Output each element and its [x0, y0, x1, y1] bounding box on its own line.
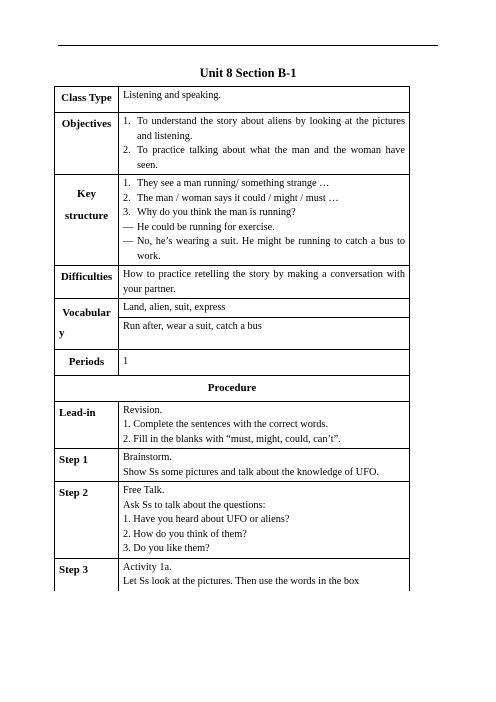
key-structure-label-line: Key [77, 188, 96, 200]
row-difficulties [55, 266, 410, 299]
structure-dash: — [123, 236, 134, 247]
objective-num: 1. [123, 116, 131, 127]
lead-in-label: Lead-in [55, 401, 119, 449]
objective-item [123, 115, 405, 144]
row-procedure-heading [55, 375, 410, 401]
row-step-2 [55, 482, 410, 559]
step-2-label: Step 2 [55, 482, 119, 559]
key-structure-value [119, 175, 410, 266]
structure-num: 1. [123, 178, 131, 189]
structure-num: 2. [123, 192, 131, 204]
periods-value: 1 [119, 349, 410, 375]
structure-text: Why do you think the man is running? [137, 207, 296, 218]
structure-num: 3. [123, 207, 131, 218]
vocabulary-label-line: Vocabular [62, 307, 111, 319]
structure-item [123, 235, 405, 264]
structure-dash: — [123, 221, 134, 233]
vocabulary-words: Land, alien, suit, express [119, 299, 410, 318]
lead-in-line: 2. Fill in the blanks with “must, might, could, can’t”. [123, 433, 341, 445]
row-step-3 [55, 558, 410, 591]
lead-in-line: 1. Complete the sentences with the correct words. [123, 419, 329, 430]
key-structure-label [55, 175, 119, 266]
step-2-line: Free Talk. [123, 485, 165, 496]
structure-item [123, 192, 405, 207]
vocabulary-label [55, 299, 119, 350]
structure-item [123, 206, 405, 221]
row-key-structure [55, 175, 410, 266]
structure-text: They see a man running/ something strange … [137, 178, 330, 189]
step-2-value [119, 482, 410, 559]
objectives-value [119, 113, 410, 175]
row-step-1 [55, 449, 410, 482]
step-2-line: Ask Ss to talk about the questions: [123, 499, 266, 511]
step-1-line: Show Ss some pictures and talk about the knowledge of UFO. [123, 466, 379, 478]
step-2-line: 2. How do you think of them? [123, 528, 247, 540]
step-3-label: Step 3 [55, 558, 119, 591]
vocabulary-phrases: Run after, wear a suit, catch a bus [119, 317, 410, 349]
structure-text: The man / woman says it could / might / must … [137, 192, 339, 204]
step-2-line: 3. Do you like them? [123, 543, 210, 554]
difficulties-label: Difficulties [55, 266, 119, 299]
objectives-label: Objectives [55, 113, 119, 175]
page-title: Unit 8 Section B-1 [199, 66, 297, 80]
difficulties-value: How to practice retelling the story by making a conversation with your partner. [119, 266, 410, 299]
objective-num: 2. [123, 145, 131, 156]
vocabulary-label-line: y [59, 327, 65, 339]
step-1-line: Brainstorm. [123, 452, 172, 463]
step-1-value [119, 449, 410, 482]
step-1-label: Step 1 [55, 449, 119, 482]
step-3-line: Activity 1a. [123, 561, 172, 573]
objective-text: To understand the story about aliens by looking at the pictures and listening. [137, 116, 405, 142]
class-type-value: Listening and speaking. [119, 87, 410, 113]
step-3-line: Let Ss look at the pictures. Then use the words in the box [123, 576, 360, 587]
structure-text: He could be running for exercise. [137, 221, 275, 233]
lead-in-line: Revision. [123, 404, 163, 416]
row-class-type [55, 87, 410, 113]
structure-item [123, 177, 405, 192]
row-periods [55, 349, 410, 375]
step-2-line: 1. Have you heard about UFO or aliens? [123, 514, 290, 525]
periods-label: Periods [55, 349, 119, 375]
structure-text: No, he’s wearing a suit. He might be running to catch a bus to work. [137, 236, 405, 262]
procedure-heading: Procedure [55, 375, 410, 401]
lead-in-value [119, 401, 410, 449]
key-structure-label-line: structure [64, 210, 109, 222]
step-3-value [119, 558, 410, 591]
row-vocabulary-words [55, 299, 410, 318]
structure-item [123, 221, 405, 236]
row-objectives [55, 113, 410, 175]
class-type-label: Class Type [55, 87, 119, 113]
lesson-plan-table [54, 86, 410, 591]
objective-item [123, 144, 405, 173]
row-lead-in [55, 401, 410, 449]
objective-text: To practice talking about what the man and the woman have seen. [137, 145, 405, 171]
header-rule [58, 45, 438, 46]
